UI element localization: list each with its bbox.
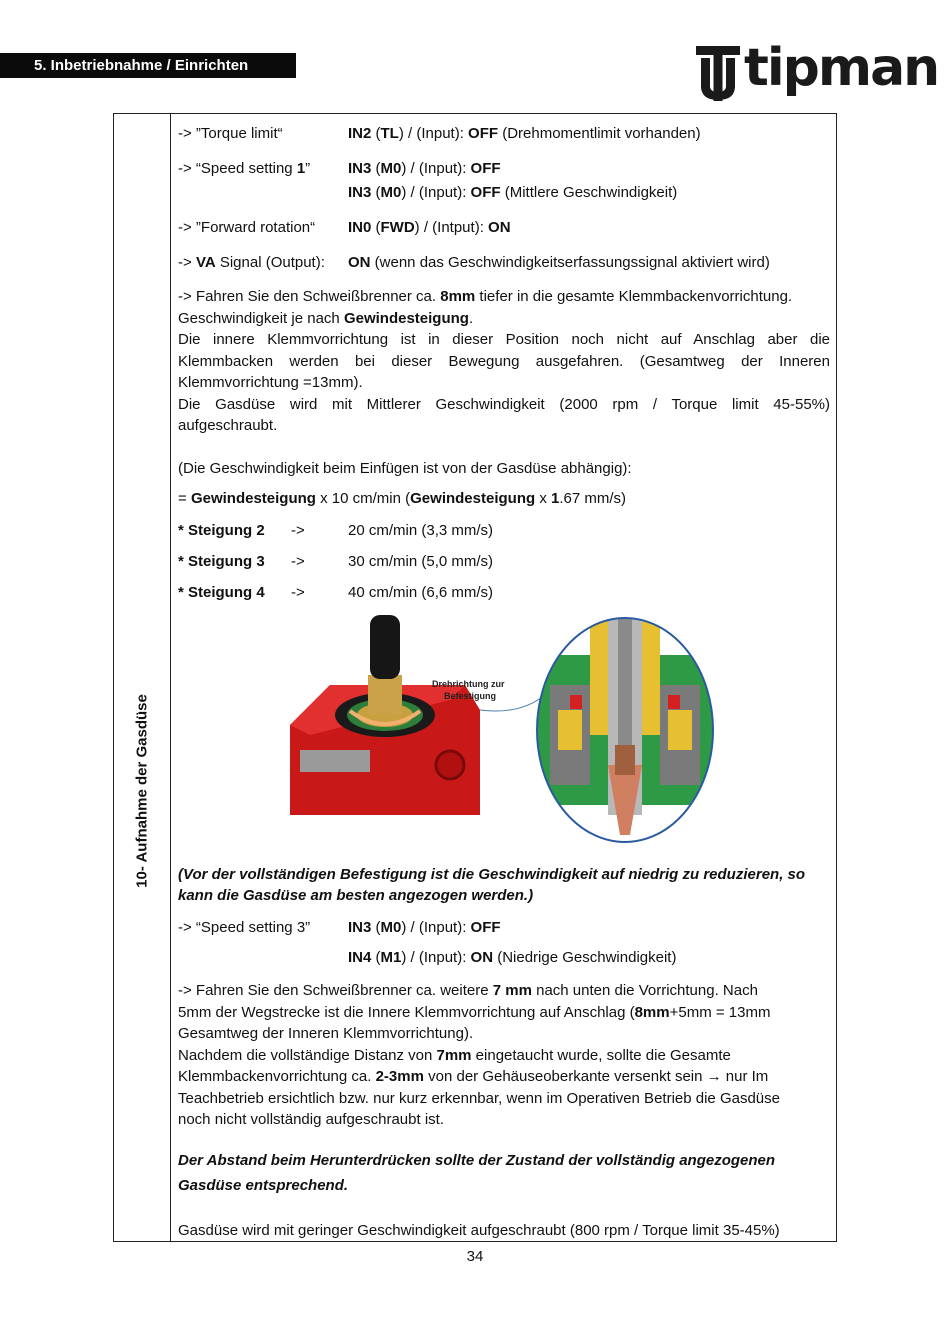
speed-setting-3-value: IN3 (M0) / (Input): OFF (348, 919, 501, 936)
p2-line: noch nicht vollständig aufgeschraubt ist. (178, 1111, 444, 1128)
va-signal-label: -> VA Signal (Output): (178, 254, 325, 271)
page-number: 34 (466, 1248, 484, 1265)
logo-mark-icon (696, 46, 740, 104)
speed-setting-1-value-2: IN3 (M0) / (Input): OFF (Mittlere Geschwindigkeit) (348, 184, 678, 201)
side-column (114, 114, 171, 1241)
p2-line: -> Fahren Sie den Schweißbrenner ca. weitere 7 mm nach unten die Vorrichtung. Nach (178, 982, 758, 999)
final-line: Gasdüse wird mit geringer Geschwindigkeit aufgeschraubt (800 rpm / Torque limit 35-45%) (178, 1222, 780, 1239)
p2-line: 5mm der Wegstrecke ist die Innere Klemmvorrichtung auf Anschlag (8mm+5mm = 13mm (178, 1003, 771, 1021)
brand-name: tipman (744, 38, 939, 98)
p2-line: Nachdem die vollständige Distanz von 7mm eingetaucht wurde, sollte die Gesamte (178, 1046, 731, 1064)
pitch-label: * Steigung 2 (178, 522, 265, 539)
pitch-label: * Steigung 4 (178, 584, 265, 601)
speed-setting-3-row (178, 917, 501, 939)
pitch-arrow: -> (291, 584, 305, 601)
callout-line-1: Drehrichtung zur (432, 679, 505, 689)
pitch-value: 30 cm/min (5,0 mm/s) (348, 553, 494, 570)
note-reduce-speed-line2: kann die Gasdüse am besten angezogen werden.) (178, 887, 534, 904)
pitch-arrow: -> (291, 553, 305, 570)
speed-formula: = Gewindesteigung x 10 cm/min (Gewindesteigung x 1.67 mm/s) (178, 490, 627, 507)
p1-line: -> Fahren Sie den Schweißbrenner ca. 8mm tiefer in die gesamte Klemmbackenvorrichtung. (178, 288, 793, 305)
note-reduce-speed-line1: (Vor der vollständigen Befestigung ist die Geschwindigkeit auf niedrig zu reduzieren, so (178, 866, 806, 883)
speed-setting-1-value: IN3 (M0) / (Input): OFF (348, 160, 501, 177)
side-label: 10- Aufnahme der Gasdüse (133, 694, 151, 888)
forward-rotation-value: IN0 (FWD) / (Intput): ON (348, 219, 511, 236)
va-signal-value: ON (wenn das Geschwindigkeitserfassungssignal aktiviert wird) (348, 254, 770, 271)
note-distance-line1: Der Abstand beim Herunterdrücken sollte der Zustand der vollständig angezogenen (178, 1152, 776, 1169)
speed-setting-1-label: -> “Speed setting 1” (178, 160, 311, 177)
torque-limit-row (178, 123, 701, 145)
pitch-value: 20 cm/min (3,3 mm/s) (348, 522, 494, 539)
speed-setting-1-row (178, 158, 501, 180)
speed-setting-3-label: -> “Speed setting 3” (178, 919, 311, 936)
p1-line: Die Gasdüse wird mit Mittlerer Geschwindigkeit (2000 rpm / Torque limit 45-55%) (178, 395, 830, 413)
section-header: 5. Inbetriebnahme / Einrichten (0, 53, 296, 78)
nozzle-illustration (290, 615, 730, 845)
p1-line: Klemmbacken werden bei dieser Bewegung ausgefahren. (Gesamtweg der Inneren (178, 352, 830, 370)
pitch-2-row (178, 520, 494, 542)
p2-line: Klemmbackenvorrichtung ca. 2-3mm von der Gehäuseoberkante versenkt sein → nur Im (178, 1068, 769, 1085)
speed-intro: (Die Geschwindigkeit beim Einfügen ist von der Gasdüse abhängig): (178, 460, 632, 477)
p2-line: Gesamtweg der Inneren Klemmvorrichtung). (178, 1025, 474, 1042)
brand-logo (696, 38, 939, 104)
pitch-value: 40 cm/min (6,6 mm/s) (348, 584, 494, 601)
p1-line: Geschwindigkeit je nach Gewindesteigung. (178, 309, 474, 327)
pitch-3-row (178, 551, 494, 573)
p1-line: Die innere Klemmvorrichtung ist in dieser Position noch nicht auf Anschlag aber die (178, 331, 830, 348)
p1-line: Klemmvorrichtung =13mm). (178, 374, 363, 391)
pitch-4-row (178, 582, 494, 604)
paragraph-drive-8mm (178, 286, 830, 437)
forward-rotation-row (178, 217, 511, 239)
torque-limit-label: -> ”Torque limit“ (178, 125, 283, 142)
va-signal-row (178, 252, 770, 274)
paragraph-drive-7mm (178, 980, 830, 1131)
p2-line: Teachbetrieb ersichtlich bzw. nur kurz erkennbar, wenn im Operativen Betrieb die Gasdüse (178, 1089, 780, 1107)
callout-line-2: Befestigung (444, 691, 497, 701)
speed-setting-3-value-2: IN4 (M1) / (Input): ON (Niedrige Geschwindigkeit) (348, 949, 677, 966)
pitch-label: * Steigung 3 (178, 553, 265, 570)
p1-line: aufgeschraubt. (178, 417, 278, 434)
nozzle-figure (290, 615, 730, 845)
note-distance-line2: Gasdüse entsprechend. (178, 1177, 349, 1194)
torque-limit-value: IN2 (TL) / (Input): OFF (Drehmomentlimit vorhanden) (348, 125, 701, 142)
pitch-arrow: -> (291, 522, 305, 539)
forward-rotation-label: -> ”Forward rotation“ (178, 219, 316, 236)
